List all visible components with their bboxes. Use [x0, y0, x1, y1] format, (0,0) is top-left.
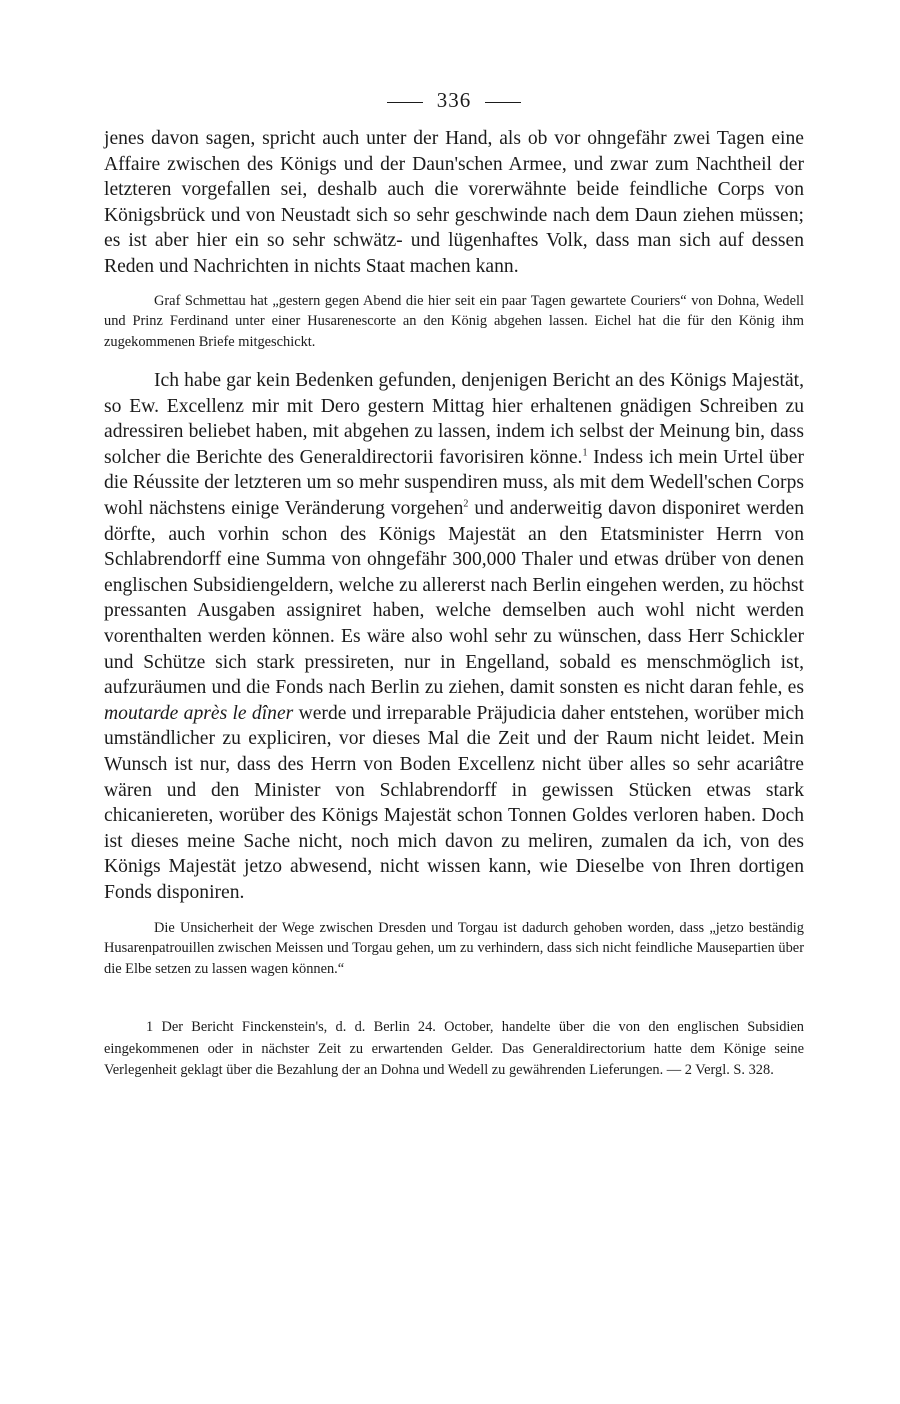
french-phrase: moutarde après le dîner	[104, 702, 294, 724]
footnote-ref-1: 1	[582, 447, 588, 459]
editorial-note-2: Die Unsicherheit der Wege zwischen Dresden und Torgau ist dadurch gehoben worden, dass „jetzo beständig Husarenpatrouillen zwischen Meissen und Torgau gehen, um zu verhindern, dass sich nicht feindliche Mausepartien über die Elbe setzen zu lassen wagen können.“	[104, 919, 804, 977]
footnote-text: 1 Der Bericht Finckenstein's, d. d. Berlin 24. October, handelte über die von den englischen Subsidien eingekommenen oder in nächster Zeit zu erwartenden Gelder. Das Generaldirectorium hatte dem Könige seine Verlegenheit geklagt über die Bezahlung der an Dohna und Wedell zu gewährenden Lieferungen. — 2 Vergl. S. 328.	[104, 1019, 804, 1079]
body-paragraph-1: jenes davon sagen, spricht auch unter der Hand, als ob vor ohngefähr zwei Tagen eine Affaire zwischen des Königs und der Daun'schen Armee, und zwar zum Nachtheil der letzteren vorgefallen sei, deshalb auch die vorerwähnte beide feindliche Corps von Königsbrück und von Neustadt sich so sehr geschwinde nach dem Daun ziehen müssen; es ist aber hier ein so sehr schwätz- und lügenhaftes Volk, dass man sich auf dessen Reden und Nachrichten in nichts Staat machen kann.	[104, 128, 804, 277]
right-rule	[485, 102, 521, 103]
document-page	[104, 86, 804, 1082]
footnote-ref-2: 2	[463, 498, 469, 510]
page-number: 336	[436, 88, 472, 112]
paragraph-2-text-a: Ich habe gar kein Bedenken gefunden, denjenigen Bericht an des Königs Majestät, so Ew. Excellenz mir mit Dero gestern Mittag hier erhaltenen gnädigen Schreiben zu adressiren beliebet haben, mit abgehen zu lassen, indem ich selbst der Meinung bin, dass solcher die Berichte des Generaldirectorii favorisiren könne.	[104, 370, 804, 468]
editorial-note-1: Graf Schmettau hat „gestern gegen Abend die hier seit ein paar Tagen gewartete Couriers“ von Dohna, Wedell und Prinz Ferdinand unter einer Husarenescorte an den König abgehen lassen. Eichel hat die für den König ihm zugekommenen Briefe mitgeschickt.	[104, 292, 804, 350]
footnotes	[104, 1017, 804, 1082]
left-rule	[387, 102, 423, 103]
page-number-header	[104, 86, 804, 114]
paragraph-2-text-c: und anderweitig davon disponiret werden dörfte, auch vorhin schon des Königs Majestät an den Etatsminister Herrn von Schlabrendorff eine Summa von ohngefähr 300,000 Thaler und etwas drüber von denen englischen Subsidiengeldern, welche zu allererst nach Berlin eingehen werden, zu höchst pressanten Ausgaben assigniret haben, welche demselben auch wohl nicht werden vorenthalten werden können. Es wäre also wohl sehr zu wünschen, dass Herr Schickler und Schütze sich stark pressireten, nur in Engelland, sobald es menschmöglich ist, aufzuräumen und die Fonds nach Berlin zu ziehen, damit sonsten es nicht daran fehle, es	[104, 498, 804, 699]
body-paragraph-2	[104, 368, 804, 905]
paragraph-2-text-b: Indess ich mein Urtel über die Réussite der letzteren um so mehr suspendiren muss, als mit dem Wedell'schen Corps wohl nächstens einige Veränderung vorgehen	[104, 446, 804, 520]
paragraph-2-text-d: werde und irreparable Präjudicia daher entstehen, worüber mich umständlicher zu expliciren, vor dieses Mal die Zeit und der Raum nicht leidet. Mein Wunsch ist nur, dass des Herrn von Boden Excellenz nicht über alles so sehr acariâtre wären und den Minister von Schlabrendorff in gewissen Stücken etwas stark chicaniereten, worüber des Königs Majestät schon Tonnen Goldes verloren haben. Doch ist dieses meine Sache nicht, noch mich davon zu meliren, zumalen da ich, von des Königs Majestät jetzo abwesend, nicht wissen kann, wie Dieselbe von Ihren dortigen Fonds disponiren.	[104, 702, 804, 903]
